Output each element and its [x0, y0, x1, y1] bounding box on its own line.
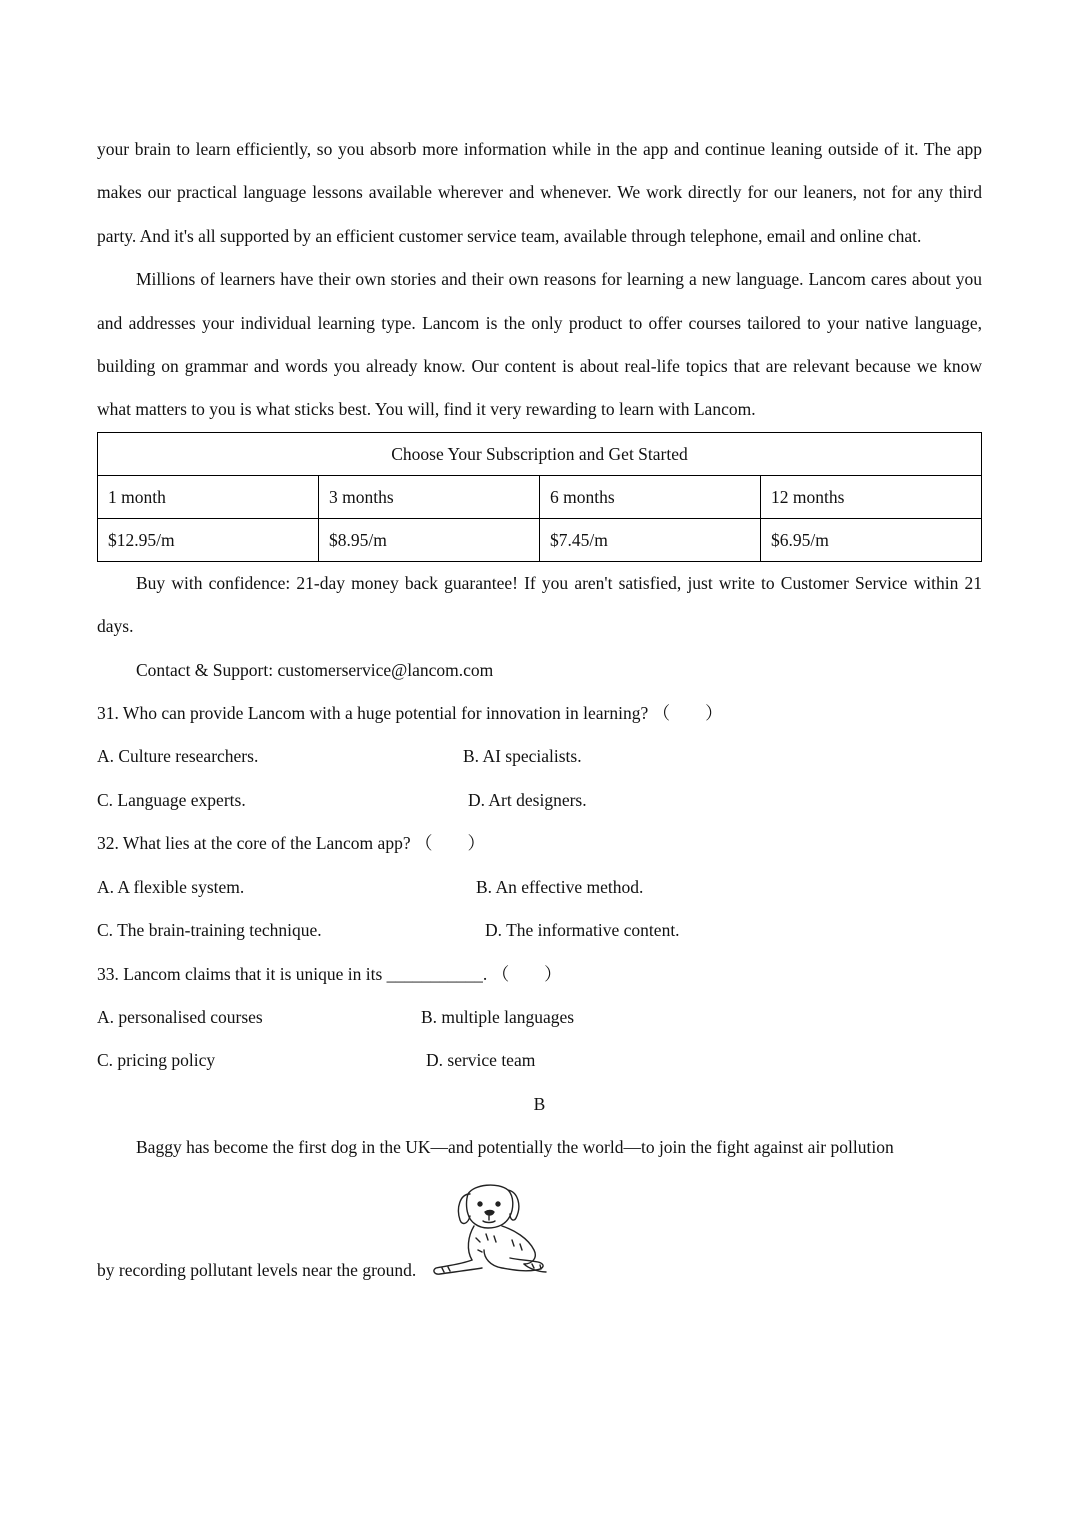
table-row	[98, 518, 982, 561]
question-32	[97, 822, 982, 865]
option-d: D. service team	[426, 1050, 536, 1071]
option-c: C. The brain-training technique.	[97, 920, 322, 941]
option-b: B. multiple languages	[421, 1006, 575, 1027]
section-b-line-with-image	[97, 1174, 982, 1294]
answer-bracket: （ ）	[414, 833, 485, 854]
section-b-second-line: by recording pollutant levels near the ground.	[97, 1259, 417, 1280]
options-row	[97, 1039, 982, 1082]
passage-a-paragraph-2: Millions of learners have their own stories and their own reasons for learning a new language. Lancom cares about you and addresses your individual learning type. Lancom is the only product to offer courses tailored to your native language, building on grammar and words you already know. Our content is about real-life topics that are relevant because we know what matters to you is what sticks best. You will, find it very rewarding to learn with Lancom.	[97, 269, 982, 420]
options-row	[97, 735, 982, 778]
question-stem: 32. What lies at the core of the Lancom app?	[97, 833, 411, 854]
options-row	[97, 866, 982, 909]
option-b: B. AI specialists.	[463, 746, 582, 767]
question-stem: 31. Who can provide Lancom with a huge potential for innovation in learning?	[97, 703, 649, 724]
plan-price: $12.95/m	[98, 518, 319, 561]
contact-text: Contact & Support: customerservice@lancom.com	[136, 659, 494, 680]
plan-duration: 12 months	[761, 475, 982, 518]
option-c: C. Language experts.	[97, 789, 246, 810]
plan-duration: 6 months	[540, 475, 761, 518]
guarantee-text: Buy with confidence: 21-day money back guarantee! If you aren't satisfied, just write to Customer Service within 21 days.	[97, 572, 982, 637]
document-page	[97, 128, 982, 1294]
plan-price: $8.95/m	[319, 518, 540, 561]
plan-duration: 3 months	[319, 475, 540, 518]
question-33	[97, 953, 982, 996]
options-row	[97, 909, 982, 952]
question-31	[97, 692, 982, 735]
option-a: A. Culture researchers.	[97, 746, 259, 767]
subscription-table-heading: Choose Your Subscription and Get Started	[98, 432, 982, 475]
option-c: C. pricing policy	[97, 1050, 216, 1071]
option-a: A. A flexible system.	[97, 876, 245, 897]
plan-duration: 1 month	[98, 475, 319, 518]
options-row	[97, 779, 982, 822]
table-row	[98, 475, 982, 518]
option-d: D. Art designers.	[468, 789, 587, 810]
answer-bracket: （ ）	[491, 963, 562, 984]
option-d: D. The informative content.	[485, 920, 680, 941]
plan-price: $6.95/m	[761, 518, 982, 561]
section-b-label: B	[533, 1093, 546, 1114]
puppy-illustration	[428, 1180, 552, 1280]
subscription-table	[97, 432, 982, 562]
section-b-first-line: Baggy has become the first dog in the UK—and potentially the world—to join the fight against air pollution	[136, 1137, 894, 1158]
question-stem: 33. Lancom claims that it is unique in its ___________.	[97, 963, 488, 984]
options-row	[97, 996, 982, 1039]
option-a: A. personalised courses	[97, 1006, 263, 1027]
option-b: B. An effective method.	[476, 876, 644, 897]
answer-bracket: （ ）	[652, 703, 723, 724]
passage-a-paragraph-1: your brain to learn efficiently, so you absorb more information while in the app and continue leaning outside of it. The app makes our practical language lessons available wherever and whenever. We work directly for our leaners, not for any third party. And it's all supported by an efficient customer service team, available through telephone, email and online chat.	[97, 139, 982, 246]
plan-price: $7.45/m	[540, 518, 761, 561]
